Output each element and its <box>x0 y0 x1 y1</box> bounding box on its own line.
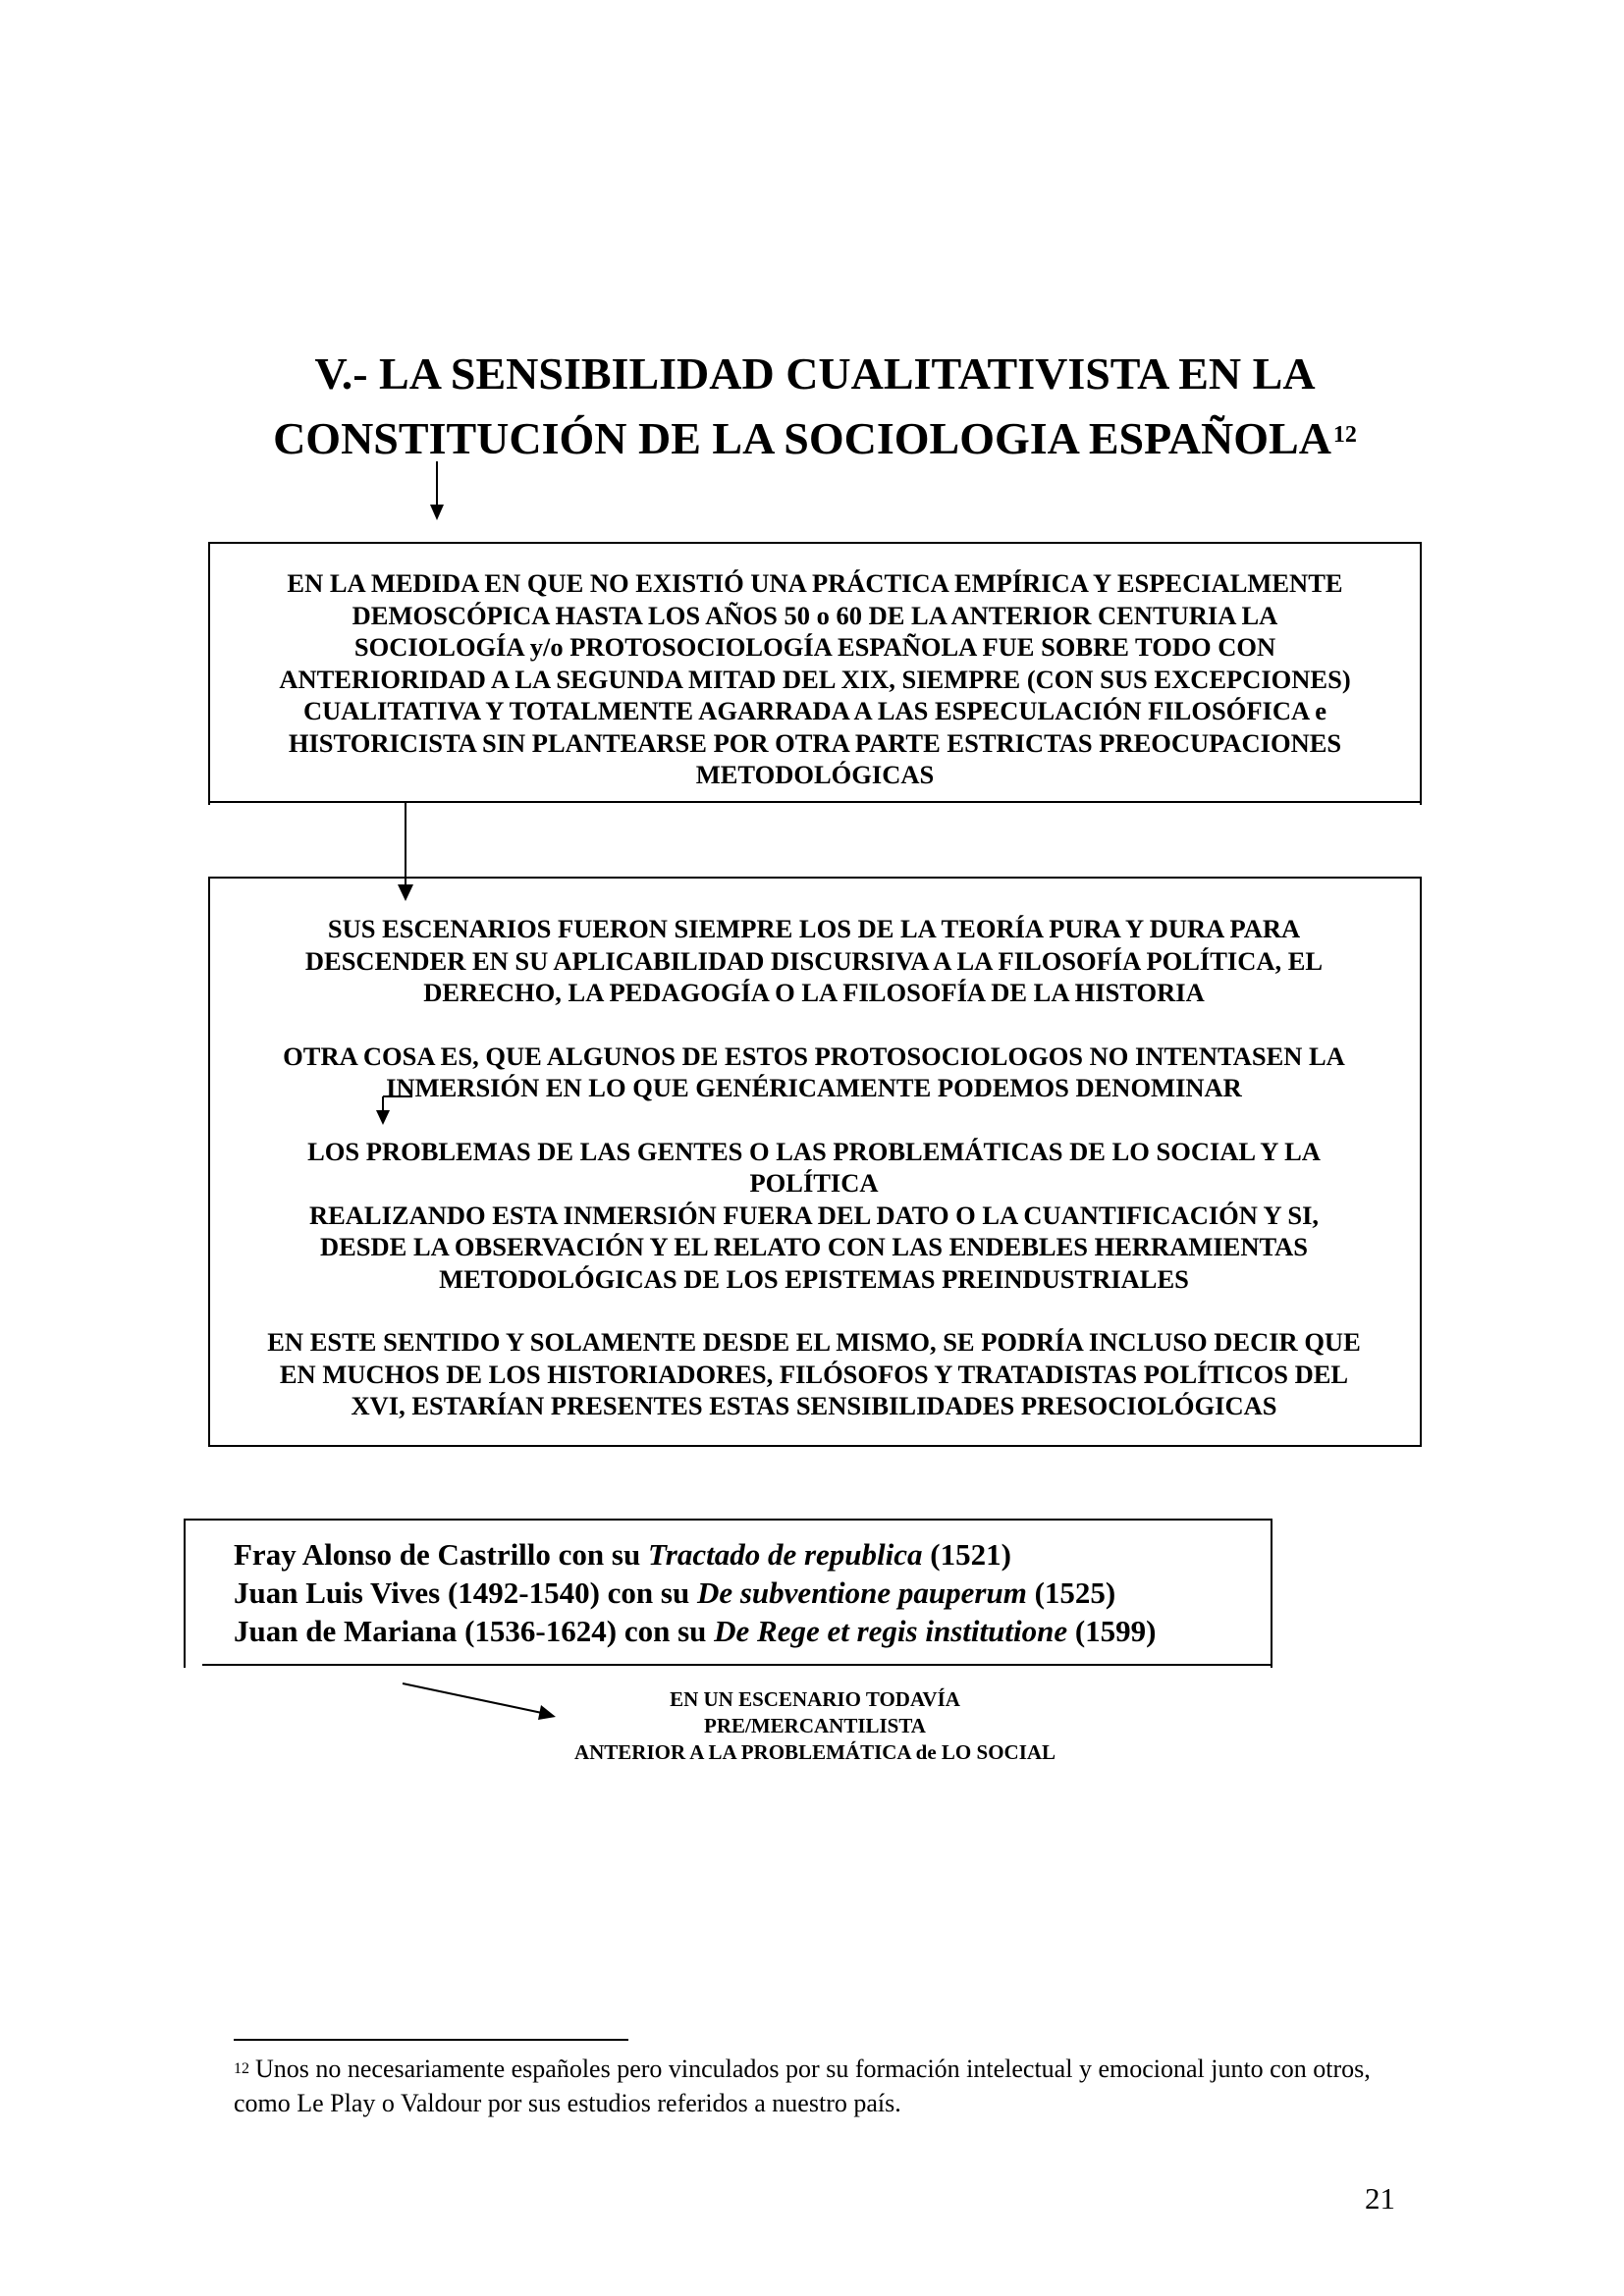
author-name: Fray Alonso de Castrillo con su <box>234 1537 648 1572</box>
box2-line: SUS ESCENARIOS FUERON SIEMPRE LOS DE LA TEORÍA PURA Y DURA PARA <box>327 914 1301 943</box>
box2-line: REALIZANDO ESTA INMERSIÓN FUERA DEL DATO O LA CUANTIFICACIÓN Y SI, <box>308 1200 1320 1230</box>
box2-line: EN MUCHOS DE LOS HISTORIADORES, FILÓSOFOS Y TRATADISTAS POLÍTICOS DEL <box>279 1359 1349 1389</box>
note-line: ANTERIOR A LA PROBLEMÁTICA de LO SOCIAL <box>573 1740 1056 1764</box>
footnote-number: 12 <box>234 2060 249 2077</box>
note-line: PRE/MERCANTILISTA <box>704 1714 926 1737</box>
box1-line: METODOLÓGICAS <box>695 760 935 789</box>
work-year: (1521) <box>922 1537 1011 1572</box>
page-number: 21 <box>1365 2181 1395 2216</box>
box2-line: DESDE LA OBSERVACIÓN Y EL RELATO CON LAS ENDEBLES HERRAMIENTAS <box>319 1232 1309 1261</box>
box1-line: HISTORICISTA SIN PLANTEARSE POR OTRA PARTE ESTRICTAS PREOCUPACIONES <box>288 727 1342 758</box>
box2-line: XVI, ESTARÍAN PRESENTES ESTAS SENSIBILIDADES PRESOCIOLÓGICAS <box>351 1391 1277 1420</box>
box2-line: EN ESTE SENTIDO Y SOLAMENTE DESDE EL MISMO, SE PODRÍA INCLUSO DECIR QUE <box>267 1327 1361 1357</box>
box1-line: ANTERIORIDAD A LA SEGUNDA MITAD DEL XIX, SIEMPRE (CON SUS EXCEPCIONES) <box>279 664 1351 694</box>
box1-line: CUALITATIVA Y TOTALMENTE AGARRADA A LAS ESPECULACIÓN FILOSÓFICA e <box>302 696 1327 725</box>
box1-line: DEMOSCÓPICA HASTA LOS AÑOS 50 o 60 DE LA ANTERIOR CENTURIA LA <box>352 600 1278 630</box>
work-title: Tractado de republica <box>647 1537 923 1572</box>
box1-line: EN LA MEDIDA EN QUE NO EXISTIÓ UNA PRÁCTICA EMPÍRICA Y ESPECIALMENTE <box>287 568 1343 598</box>
box2-line: POLÍTICA <box>749 1168 879 1198</box>
footnote <box>234 2052 1412 2120</box>
work-title: De subventione pauperum <box>696 1575 1027 1610</box>
box2-line: DESCENDER EN SU APLICABILIDAD DISCURSIVA A LA FILOSOFÍA POLÍTICA, EL <box>304 945 1324 976</box>
title-line-1: V.- LA SENSIBILIDAD CUALITATIVISTA EN LA <box>314 348 1316 399</box>
title-line-2-text: CONSTITUCIÓN DE LA SOCIOLOGIA ESPAÑOLA <box>273 413 1331 463</box>
work-year: (1525) <box>1026 1575 1116 1610</box>
arrow-inner-immersion <box>376 1096 412 1125</box>
author-name: Juan de Mariana (1536-1624) con su <box>234 1614 715 1648</box>
title-footnote-ref: 12 <box>1332 422 1357 448</box>
box2-line: METODOLÓGICAS DE LOS EPISTEMAS PREINDUSTRIALES <box>439 1263 1189 1294</box>
box2-line: LOS PROBLEMAS DE LAS GENTES O LAS PROBLEMÁTICAS DE LO SOCIAL Y LA <box>307 1136 1321 1166</box>
box2-line: INMERSIÓN EN LO QUE GENÉRICAMENTE PODEMOS DENOMINAR <box>386 1073 1242 1102</box>
box1-line: SOCIOLOGÍA y/o PROTOSOCIOLOGÍA ESPAÑOLA FUE SOBRE TODO CON <box>353 632 1276 662</box>
footnote-text: Unos no necesariamente españoles pero vinculados por su formación intelectual y emocional junto con otros, como Le Play o Valdour por sus estudios referidos a nuestro país. <box>234 2055 1371 2117</box>
note-line: EN UN ESCENARIO TODAVÍA <box>670 1687 960 1711</box>
work-year: (1599) <box>1067 1614 1157 1648</box>
arrow-authors-to-note <box>403 1683 556 1720</box>
arrow-box1-to-box2 <box>398 803 413 901</box>
work-title: De Rege et regis institutione <box>714 1614 1068 1648</box>
author-name: Juan Luis Vives (1492-1540) con su <box>234 1575 697 1610</box>
box2-line: DERECHO, LA PEDAGOGÍA O LA FILOSOFÍA DE LA HISTORIA <box>423 978 1205 1007</box>
arrow-title-to-box1 <box>430 461 444 520</box>
footnote-separator <box>234 2039 628 2041</box>
box2-line: OTRA COSA ES, QUE ALGUNOS DE ESTOS PROTOSOCIOLOGOS NO INTENTASEN LA <box>283 1041 1345 1071</box>
